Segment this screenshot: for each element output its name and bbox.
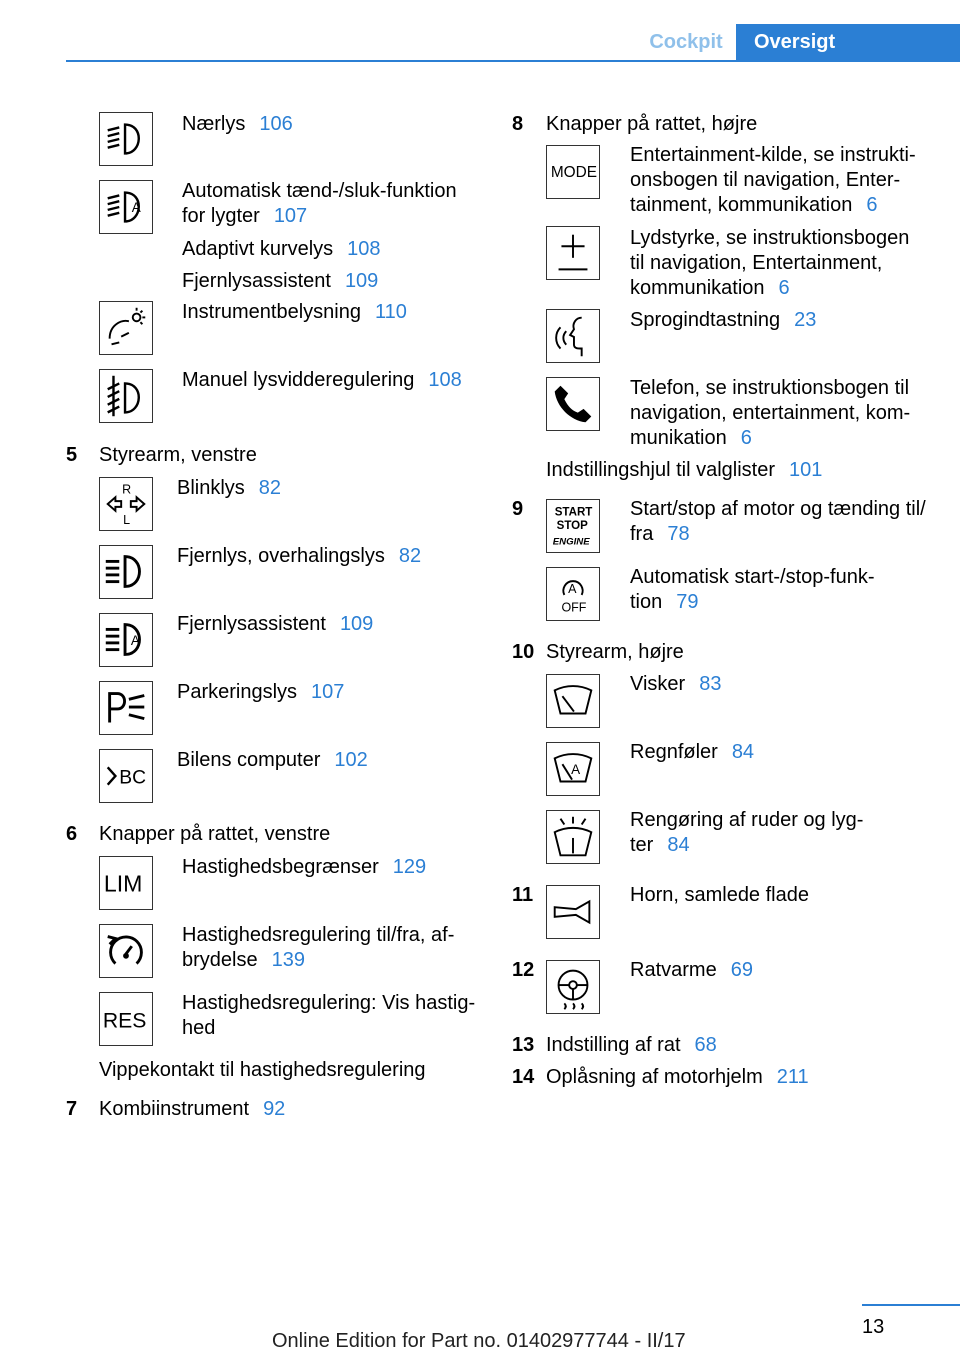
page-ref[interactable]: 82 <box>398 545 422 567</box>
entry-high-beam-assist-2: Fjernlysassistent 109 <box>177 613 374 635</box>
parking-light-icon <box>99 681 153 735</box>
entry-auto-headlight-cont: for lygter 107 <box>182 205 308 227</box>
entry-steering-adjust: Indstilling af rat 68 <box>546 1034 717 1056</box>
section-title: Styrearm, højre <box>546 641 684 663</box>
entry-washer-cont: ter 84 <box>630 834 690 856</box>
rain-sensor-icon <box>546 742 600 796</box>
page-ref[interactable]: 109 <box>344 270 379 292</box>
entry-start-stop-cont: fra 78 <box>630 523 690 545</box>
section-title: Kombiinstrument 92 <box>99 1098 286 1120</box>
icon-letter: A <box>568 582 577 597</box>
entry-low-beam: Nærlys 106 <box>182 113 293 135</box>
phone-icon <box>546 377 600 431</box>
entry-phone-cont2: munikation 6 <box>630 427 752 449</box>
entry-rain-sensor: Regnføler 84 <box>630 741 755 763</box>
page-ref[interactable]: 107 <box>273 205 308 227</box>
entry-headlight-range: Manuel lysvidderegulering 108 <box>182 369 462 391</box>
entry-mode-cont: onsbogen til navigation, Enter- <box>630 169 901 191</box>
page-ref[interactable]: 108 <box>428 369 462 391</box>
entry-instrument-lighting: Instrumentbelysning 110 <box>182 301 407 323</box>
steering-heat-icon <box>546 960 600 1014</box>
section-number: 11 <box>512 884 534 906</box>
cruise-control-icon <box>99 924 153 978</box>
entry-turn-signal: Blinklys 82 <box>177 477 282 499</box>
page-ref[interactable]: 69 <box>730 959 753 981</box>
entry-cruise-display-cont: hed <box>182 1017 216 1039</box>
volume-icon <box>546 226 600 280</box>
entry-steering-heat: Ratvarme 69 <box>630 959 753 981</box>
icon-letter: MODE <box>550 163 598 181</box>
auto-headlight-icon <box>99 180 153 234</box>
entry-washer: Rengøring af ruder og lyg- <box>630 809 864 831</box>
page-ref[interactable]: 109 <box>339 613 374 635</box>
page-ref[interactable]: 6 <box>778 277 790 299</box>
entry-thumbwheel: Indstillingshjul til valglister 101 <box>546 459 823 481</box>
section-title: Knapper på rattet, venstre <box>99 823 331 845</box>
icon-letter: L <box>123 513 131 528</box>
icon-letter: OFF <box>561 600 587 615</box>
icon-letter: BC <box>119 767 147 789</box>
entry-wiper: Visker 83 <box>630 673 722 695</box>
entry-speed-limiter: Hastighedsbegrænser 129 <box>182 856 427 878</box>
page-ref[interactable]: 92 <box>263 1098 286 1120</box>
high-beam-icon <box>99 545 153 599</box>
icon-letter: ENGINE <box>552 536 590 548</box>
page-ref[interactable]: 102 <box>334 749 368 771</box>
section-title: Styrearm, venstre <box>99 444 257 466</box>
instrument-lighting-icon <box>99 301 153 355</box>
entry-mode: Entertainment-kilde, se instrukti- <box>630 144 916 166</box>
entry-onboard-computer: Bilens computer 102 <box>177 749 368 771</box>
entry-high-beam: Fjernlys, overhalingslys 82 <box>177 545 422 567</box>
page-ref[interactable]: 6 <box>740 427 752 449</box>
entry-auto-start-stop: Automatisk start-/stop-funk- <box>630 566 875 588</box>
mode-button-icon <box>546 145 600 199</box>
entry-cruise-rocker: Vippekontakt til hastighedsregulering <box>99 1059 426 1081</box>
page-ref[interactable]: 82 <box>258 477 282 499</box>
page-ref[interactable]: 83 <box>699 673 722 695</box>
entry-voice-input: Sprogindtastning 23 <box>630 309 817 331</box>
section-number: 7 <box>66 1098 78 1120</box>
section-number: 9 <box>512 498 524 520</box>
low-beam-icon <box>99 112 153 166</box>
entry-adaptive-curve: Adaptivt kurvelys 108 <box>182 238 381 260</box>
entry-volume: Lydstyrke, se instruktionsbogen <box>630 227 910 249</box>
page-ref[interactable]: 79 <box>676 591 699 613</box>
icon-letter: START <box>554 506 593 519</box>
page-ref[interactable]: 211 <box>776 1066 809 1088</box>
entry-horn: Horn, samlede flade <box>630 884 809 906</box>
page-ref[interactable]: 101 <box>788 459 823 481</box>
turn-signal-icon <box>99 477 153 531</box>
section-title: Knapper på rattet, højre <box>546 113 758 135</box>
horn-icon <box>546 885 600 939</box>
page-ref[interactable]: 84 <box>667 834 690 856</box>
onboard-computer-icon <box>99 749 153 803</box>
entry-cruise-control: Hastighedsregulering til/fra, af- <box>182 924 455 946</box>
washer-icon <box>546 810 600 864</box>
section-number: 10 <box>512 641 535 663</box>
icon-letter: LIM <box>103 870 143 897</box>
footer-divider <box>862 1304 960 1306</box>
header-divider <box>66 60 960 62</box>
edition-note: Online Edition for Part no. 01402977744 - II/17 <box>272 1330 686 1352</box>
entry-auto-start-stop-cont: tion 79 <box>630 591 699 613</box>
entry-parking-light: Parkeringslys 107 <box>177 681 345 703</box>
entry-phone: Telefon, se instruktionsbogen til <box>630 377 910 399</box>
icon-letter: A <box>131 199 141 215</box>
entry-start-stop: Start/stop af motor og tænding til/ <box>630 498 926 520</box>
page-ref[interactable]: 129 <box>392 856 427 878</box>
page-ref[interactable]: 110 <box>374 301 407 323</box>
icon-letter: A <box>571 761 581 777</box>
start-stop-button-icon <box>546 499 600 553</box>
icon-letter: A <box>130 632 140 648</box>
section-number: 5 <box>66 444 78 466</box>
page-ref[interactable]: 84 <box>731 741 755 763</box>
page-ref[interactable]: 108 <box>347 238 381 260</box>
entry-auto-headlight: Automatisk tænd-/sluk-funktion <box>182 180 457 202</box>
section-number: 14 <box>512 1066 535 1088</box>
page-ref[interactable]: 68 <box>694 1034 717 1056</box>
auto-start-stop-icon <box>546 567 600 621</box>
entry-phone-cont: navigation, entertainment, kom- <box>630 402 911 424</box>
section-number: 12 <box>512 959 535 981</box>
entry-hood-release: Oplåsning af motorhjelm 211 <box>546 1066 809 1088</box>
page-ref[interactable]: 139 <box>271 949 305 971</box>
entry-cruise-control-cont: brydelse 139 <box>182 949 305 971</box>
section-number: 8 <box>512 113 524 135</box>
high-beam-assist-icon <box>99 613 153 667</box>
page-ref[interactable]: 6 <box>866 194 878 216</box>
entry-mode-cont2: tainment, kommunikation 6 <box>630 194 878 216</box>
entry-volume-cont2: kommunikation 6 <box>630 277 790 299</box>
voice-input-icon <box>546 309 600 363</box>
icon-letter: RES <box>102 1009 147 1033</box>
cruise-resume-icon <box>99 992 153 1046</box>
tab-oversigt[interactable]: Oversigt <box>736 24 960 60</box>
speed-limiter-icon <box>99 856 153 910</box>
icon-letter: STOP <box>556 519 588 532</box>
page-ref[interactable]: 106 <box>259 113 293 135</box>
section-number: 13 <box>512 1034 535 1056</box>
headlight-range-icon <box>99 369 153 423</box>
entry-high-beam-assist: Fjernlysassistent 109 <box>182 270 379 292</box>
entry-cruise-display: Hastighedsregulering: Vis hastig- <box>182 992 476 1014</box>
page-ref[interactable]: 107 <box>311 681 345 703</box>
section-number: 6 <box>66 823 78 845</box>
icon-letter: R <box>122 482 132 497</box>
page-ref[interactable]: 78 <box>667 523 690 545</box>
entry-volume-cont: til navigation, Entertainment, <box>630 252 883 274</box>
tab-cockpit[interactable]: Cockpit <box>649 31 723 53</box>
page-ref[interactable]: 23 <box>794 309 817 331</box>
wiper-icon <box>546 674 600 728</box>
page-number: 13 <box>862 1316 885 1338</box>
